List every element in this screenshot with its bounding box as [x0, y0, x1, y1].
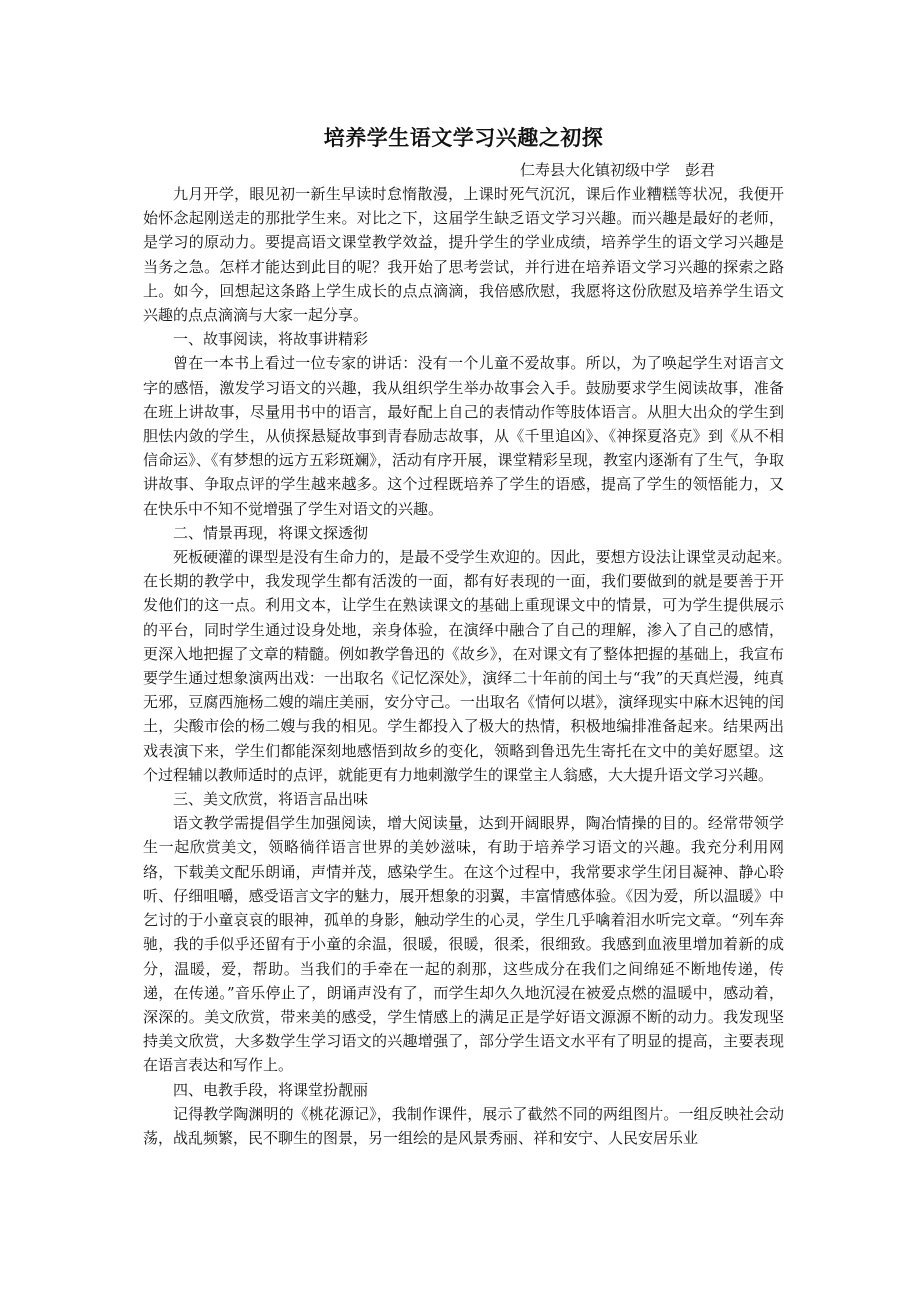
- section-heading: 四、电教手段，将课堂扮靓丽: [173, 1080, 369, 1099]
- body-paragraph: 死板硬灌的课型是没有生命力的，是最不受学生欢迎的。因此，要想方设法让课堂灵动起来。 在长期的教学中，我发现学生都有活泼的一面，都有好表现的一面，我们要做到的就是要善于开发他们的这一点。利用文本，让学生在熟读课文的基础上重现课文中的情景，可为学生提供展示的平台，同时学生通过设身处地，亲身体验，在演绎中融合了自己的理解，渗入了自己的感情，更深入地把握了文章的精髓。例如教学鲁迅的《故乡》，在对课文有了整体把握的基础上，我宣布要学生通过想象演两出戏：一出取名《记忆深处》，演绎二十年前的闰土与“我”的天真烂漫，纯真无邪，豆腐西施杨二嫂的端庄美丽，安分守己。一出取名《情何以堪》，演绎现实中麻木迟钝的闰土，尖酸市侩的杨二嫂与我的相见。学生都投入了极大的热情，积极地编排准备起来。结果两出戏表演下来，学生们都能深刻地感悟到故乡的变化，领略到鲁迅先生寄托在文中的美好愿望。这个过程辅以教师适时的点评，就能更有力地刺激学生的课堂主人翁感，大大提升语文学习兴趣。: [143, 548, 800, 784]
- section-heading: 二、情景再现，将课文探透彻: [173, 523, 369, 542]
- document-author: 仁寿县大化镇初级中学 彭君: [519, 161, 715, 179]
- document-body: [143, 182, 800, 1150]
- body-paragraph: 语文教学需提倡学生加强阅读，增大阅读量，达到开阔眼界，陶冶情操的目的。经常带领学生一起欣赏美文，领略徜徉语言世界的美妙滋味，有助于培养学习语文的兴趣。我充分利用网络，下载美文配乐朗诵，声情并茂，感染学生。在这个过程中，我常要求学生闭目凝神、静心聆听、仔细咀嚼，感受语言文字的魅力，展开想象的羽翼，丰富情感体验。《因为爱，所以温暖》中乞讨的于小童哀哀的眼神，孤单的身影，触动学生的心灵，学生几乎噙着泪水听完文章。“列车奔驰，我的手似乎还留有于小童的余温，很暖，很暖，很柔，很细致。我感到血液里增加着新的成分，温暖，爱，帮助。当我们的手牵在一起的刹那，这些成分在我们之间绵延不断地传递，传递，在传递。”音乐停止了，朗诵声没有了，而学生却久久地沉浸在被爱点燃的温暖中，感动着，深深的。美文欣赏，带来美的感受，学生情感上的满足正是学好语文源源不断的动力。我发现坚持美文欣赏，大多数学生学习语文的兴趣增强了，部分学生语文水平有了明显的提高，主要表现在语言表达和写作上。: [143, 814, 784, 1075]
- section-heading: 三、美文欣赏，将语言品出味: [173, 790, 369, 809]
- body-paragraph: 记得教学陶渊明的《桃花源记》，我制作课件，展示了截然不同的两组图片。一组反映社会动荡，战乱频繁，民不聊生的图景，另一组绘的是风景秀丽、祥和安宁、人民安居乐业: [143, 1104, 784, 1147]
- body-paragraph: 九月开学，眼见初一新生早读时怠惰散漫，上课时死气沉沉，课后作业糟糕等状况，我便开始怀念起刚送走的那批学生来。对比之下，这届学生缺乏语文学习兴趣。而兴趣是最好的老师，是学习的原动力。要提高语文课堂教学效益，提升学生的学业成绩，培养学生的语文学习兴趣是当务之急。怎样才能达到此目的呢？我开始了思考尝试，并行进在培养语文学习兴趣的探索之路上。如今，回想起这条路上学生成长的点点滴滴，我倍感欣慰，我愿将这份欣慰及培养学生语文兴趣的点点滴滴与大家一起分享。: [143, 185, 784, 325]
- section-heading: 一、故事阅读，将故事讲精彩: [173, 330, 369, 349]
- body-paragraph: 曾在一本书上看过一位专家的讲话：没有一个儿童不爱故事。所以，为了唤起学生对语言文字的感悟，激发学习语文的兴趣，我从组织学生举办故事会入手。鼓励要求学生阅读故事，准备在班上讲故事，尽量用书中的语言，最好配上自己的表情动作等肢体语言。从胆大出众的学生到胆怯内敛的学生，从侦探悬疑故事到青春励志故事，从《千里追凶》、《神探夏洛克》到《从不相信命运》、《有梦想的远方五彩斑斓》，活动有序开展，课堂精彩呈现，教室内逐渐有了生气，争取讲故事、争取点评的学生越来越多。这个过程既培养了学生的语感，提高了学生的领悟能力，又在快乐中不知不觉增强了学生对语文的兴趣。: [143, 354, 784, 518]
- document-title: 培养学生语文学习兴趣之初探: [323, 125, 604, 150]
